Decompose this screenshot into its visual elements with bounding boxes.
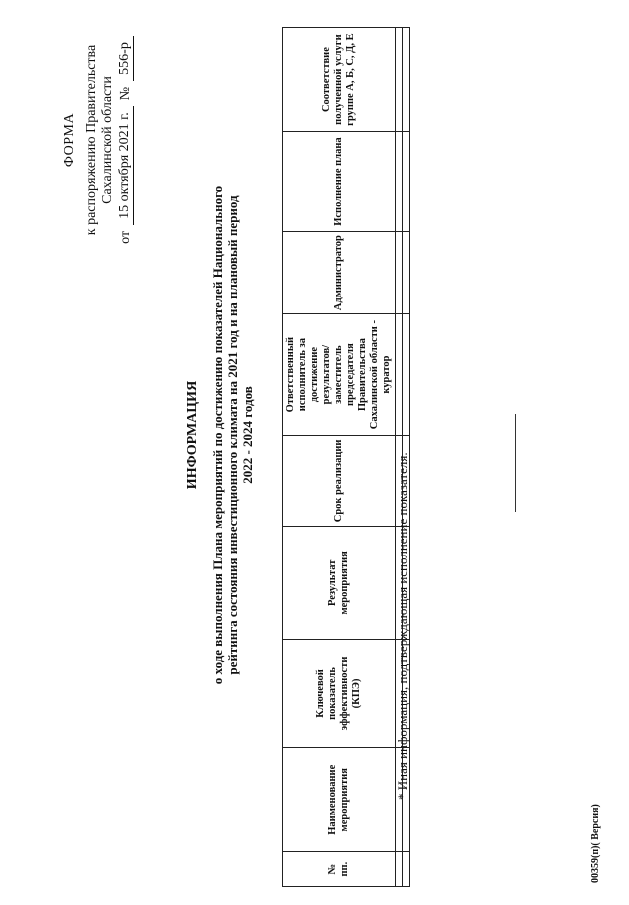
document-title: ИНФОРМАЦИЯ: [185, 380, 200, 490]
subtitle-line-3: 2022 - 2024 годов: [240, 386, 255, 484]
document-subtitle: [210, 145, 255, 725]
header-line-2: Сахалинской области: [100, 76, 115, 204]
col-deadline: Срок реализации: [283, 435, 396, 526]
col-activity-name: Наименование мероприятия: [283, 748, 396, 852]
document-code: 00359(п)( Версия): [590, 804, 601, 883]
col-result: Результат мероприятия: [283, 526, 396, 639]
table-header-row: [283, 28, 396, 887]
date-prefix: от: [118, 230, 133, 244]
date-number-row: [117, 15, 134, 265]
number-value: 556-р: [117, 36, 134, 81]
header-line-1: к распоряжению Правительства: [84, 44, 99, 236]
form-label: ФОРМА: [62, 112, 77, 168]
signature-line: [515, 414, 516, 512]
col-kpi: Ключевой показатель эффективности (КПЭ): [283, 639, 396, 747]
footnote: * Иная информация, подтверждающая исполнение показателя.: [395, 452, 410, 800]
col-number: № пп.: [283, 852, 396, 887]
col-plan-execution: Исполнение плана: [283, 132, 396, 232]
subtitle-line-1: о ходе выполнения Плана мероприятий по достижению показателей Национального: [210, 185, 225, 685]
plan-table: [282, 27, 410, 887]
col-service-group: Соответствие полученной услуги группе А, Б, С, Д, Е: [283, 28, 396, 132]
subtitle-line-2: рейтинга состояния инвестиционного климата на 2021 год и на плановый период: [225, 195, 240, 675]
number-prefix: №: [118, 86, 133, 101]
form-header: [62, 15, 134, 265]
col-administrator: Администратор: [283, 231, 396, 313]
date-value: 15 октября 2021 г.: [117, 106, 134, 225]
col-responsible: Ответственный исполнитель за достижение результатов/заместитель председателя Правительства Сахалинской области - куратор: [283, 314, 396, 435]
